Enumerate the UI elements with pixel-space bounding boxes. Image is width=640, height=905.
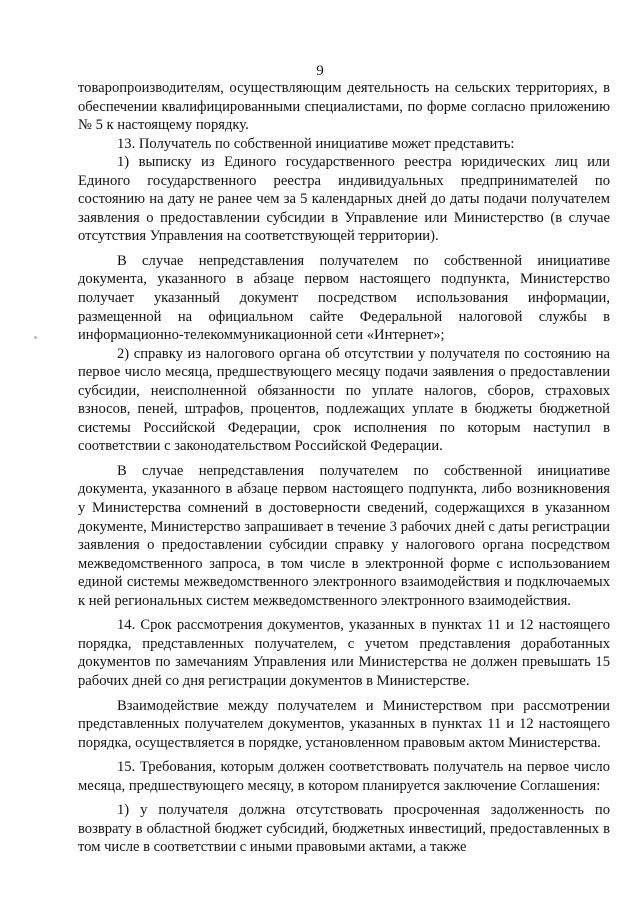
page-number: 9 — [316, 63, 324, 79]
paragraph: В случае непредставления получателем по собственной инициативе документа, указанного в абзаце первом настоящего подпункта, либо возникновения у Министерства сомнений в достоверности сведений, содержащихся в указанном документе, Министерство запрашивает в течение 3 рабочих дней с даты регистрации заявления о предоставлении субсидии справку у налогового органа посредством межведомственного запроса, в том числе в электронной форме с использованием единой системы межведомственного электронного взаимодействия и подключаемых к ней региональных систем межведомственного электронного взаимодействия. — [78, 462, 610, 609]
paragraph: В случае непредставления получателем по собственной инициативе документа, указанного в абзаце первом настоящего подпункта, Министерство получает указанный документ посредством использования информации, размещенной на официальном сайте Федеральной налоговой службы в информационно-телекоммуникационной сети «Интернет»; — [78, 252, 610, 344]
paragraph: Взаимодействие между получателем и Министерством при рассмотрении представленных получателем документов, указанных в пунктах 11 и 12 настоящего порядка, осуществляется в порядке, установленном правовым актом Министерства. — [78, 697, 610, 751]
paragraph: 13. Получатель по собственной инициативе может представить: — [117, 135, 515, 152]
document-body — [78, 79, 610, 857]
paragraph: 15. Требования, которым должен соответствовать получатель на первое число месяца, предшествующего месяцу, в котором планируется заключение Соглашения: — [78, 759, 610, 794]
paragraph: 1) у получателя должна отсутствовать просроченная задолженность по возврату в областной бюджет субсидий, бюджетных инвестиций, предоставленных в том числе в соответствии с иными правовыми актами, а также — [78, 802, 610, 856]
paragraph: товаропроизводителям, осуществляющим деятельность на сельских территориях, в обеспечении квалифицированными специалистами, по форме согласно приложению № 5 к настоящему порядку. — [78, 80, 610, 134]
paragraph: 14. Срок рассмотрения документов, указанных в пунктах 11 и 12 настоящего порядка, представленных получателем, с учетом представления доработанных документов по замечаниям Управления или Министерства не должен превышать 15 рабочих дней со дня регистрации документов в Министерстве. — [78, 617, 610, 689]
paragraph: 1) выписку из Единого государственного реестра юридических лиц или Единого государственного реестра индивидуальных предпринимателей по состоянию на дату не ранее чем за 5 календарных дней до даты подачи получателем заявления о предоставлении субсидии в Управление или Министерство (в случае отсутствия Управления на соответствующей территории). — [78, 154, 610, 245]
paragraph: 2) справку из налогового органа об отсутствии у получателя по состоянию на первое число месяца, предшествующего месяцу подачи заявления о предоставлении субсидии, неисполненной обязанности по уплате налогов, сборов, страховых взносов, пеней, штрафов, процентов, подлежащих уплате в бюджеты бюджетной системы Российской Федерации, срок исполнения по которым наступил в соответствии с законодательством Российской Федерации. — [78, 345, 610, 455]
margin-mark — [34, 336, 37, 339]
